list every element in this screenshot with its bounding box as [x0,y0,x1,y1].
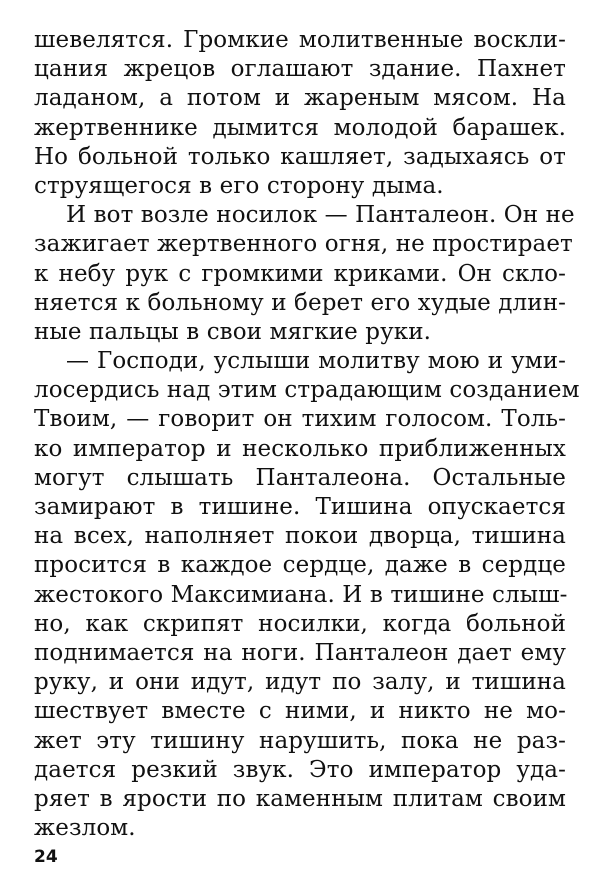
text-line: — Господи, услыши молитву мою и уми- [66,348,566,375]
text-line: руку, и они идут, идут по залу, и тишина [34,669,566,696]
text-line: ные пальцы в свои мягкие руки. [34,318,432,345]
text-line: няется к больному и берет его худые длин- [34,289,566,316]
text-line: но, как скрипят носилки, когда больной [34,610,566,637]
text-line: И вот возле носилок — Панталеон. Он не [66,202,575,229]
text-line: поднимается на ноги. Панталеон дает ему [34,639,566,666]
text-line: на всех, наполняет покои дворца, тишина [34,523,566,550]
text-line: жертвеннике дымится молодой барашек. [34,114,566,141]
text-line: замирают в тишине. Тишина опускается [34,494,566,520]
text-line: просится в каждое сердце, даже в сердце [34,552,566,579]
text-line: цания жрецов оглашают здание. Пахнет [34,56,566,83]
paragraph-2 [34,201,575,347]
text-line: Твоим, — говорит он тихим голосом. Толь- [34,406,566,433]
text-line: шествует вместе с ними, и никто не мо- [34,698,566,725]
text-line: струящегося в его сторону дыма. [34,172,444,199]
page-text [34,26,580,843]
text-line: жет эту тишину нарушить, пока не раз- [34,727,566,754]
text-line: лосердись над этим страдающим созданием [34,377,580,404]
text-line: шевелятся. Громкие молитвенные воскли- [34,27,566,53]
text-line: жестокого Максимиана. И в тишине слыш- [34,581,568,608]
text-line: Но больной только кашляет, задыхаясь от [34,143,566,170]
text-line: ко император и несколько приближенных [34,435,566,462]
text-line: к небу рук с громкими криками. Он скло- [34,260,566,287]
text-line: ладаном, а потом и жареным мясом. На [34,85,566,112]
paragraph-1 [34,26,566,201]
page-number: 24 [34,847,58,867]
text-line: могут слышать Панталеона. Остальные [34,464,566,491]
text-line: зажигает жертвенного огня, не простирает [34,231,573,258]
paragraph-3 [34,347,580,843]
text-line: жезлом. [34,815,136,842]
text-line: ряет в ярости по каменным плитам своим [34,785,566,812]
text-line: дается резкий звук. Это император уда- [34,756,566,783]
